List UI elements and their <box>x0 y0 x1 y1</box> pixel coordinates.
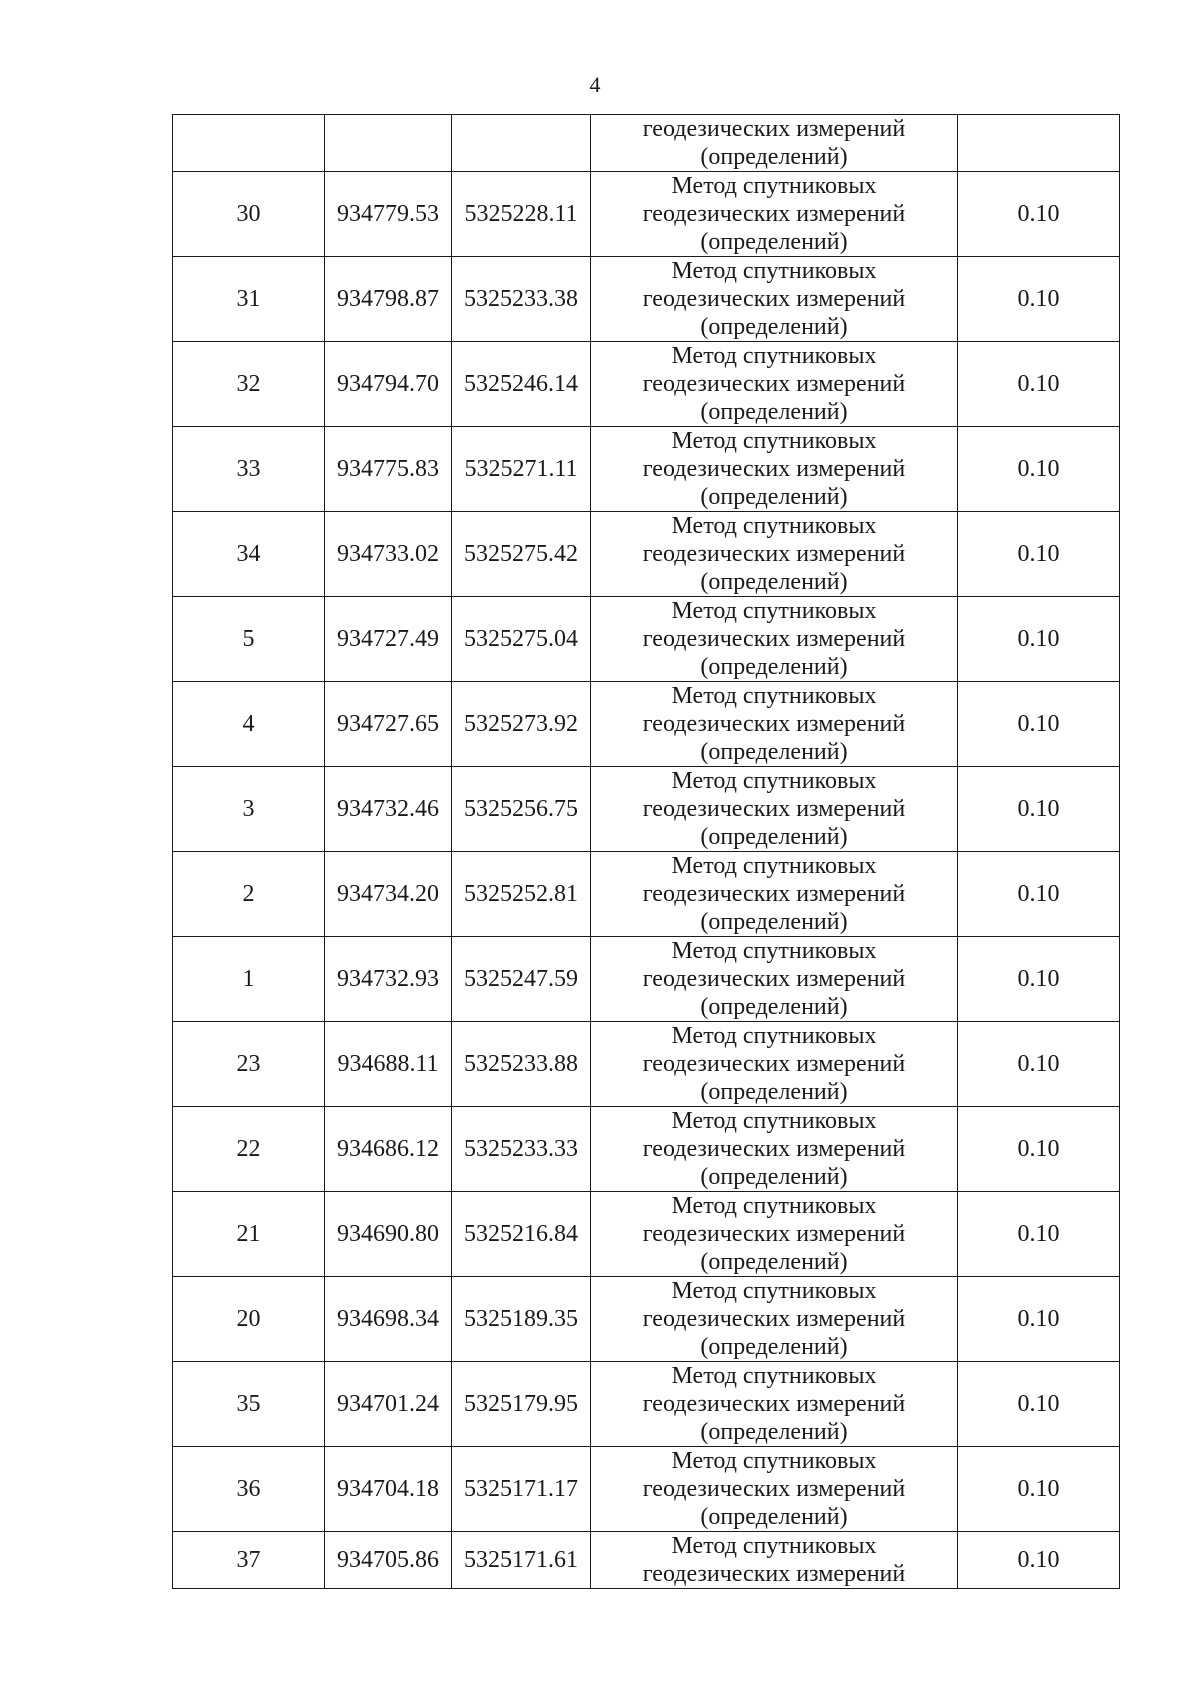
method-cell <box>591 427 958 512</box>
method-line: геодезических измерений <box>642 541 906 567</box>
x-cell: 934701.24 <box>325 1362 452 1447</box>
point-cell: 5 <box>173 597 325 682</box>
method-line: геодезических измерений <box>642 286 906 312</box>
accuracy-cell: 0.10 <box>958 257 1120 342</box>
method-cell <box>591 342 958 427</box>
method-line: (определений) <box>700 654 848 680</box>
method-cell <box>591 1362 958 1447</box>
method-line: геодезических измерений <box>642 1476 906 1502</box>
method-line: (определений) <box>700 1164 848 1190</box>
x-cell: 934733.02 <box>325 512 452 597</box>
accuracy-cell: 0.10 <box>958 1107 1120 1192</box>
method-line: (определений) <box>700 484 848 510</box>
method-line: (определений) <box>700 229 848 255</box>
method-line: геодезических измерений <box>642 116 906 142</box>
method-cell <box>591 937 958 1022</box>
method-line: геодезических измерений <box>642 1561 906 1587</box>
method-line: геодезических измерений <box>642 201 906 227</box>
y-cell: 5325271.11 <box>452 427 591 512</box>
y-cell: 5325228.11 <box>452 172 591 257</box>
point-cell: 30 <box>173 172 325 257</box>
method-cell <box>591 115 958 172</box>
point-cell: 35 <box>173 1362 325 1447</box>
method-line: геодезических измерений <box>642 711 906 737</box>
x-cell: 934686.12 <box>325 1107 452 1192</box>
method-line: геодезических измерений <box>642 1051 906 1077</box>
method-line: геодезических измерений <box>642 1391 906 1417</box>
method-line: геодезических измерений <box>642 881 906 907</box>
accuracy-cell: 0.10 <box>958 1532 1120 1589</box>
accuracy-cell: 0.10 <box>958 597 1120 682</box>
table-row <box>173 257 1120 342</box>
y-cell: 5325275.04 <box>452 597 591 682</box>
x-cell: 934734.20 <box>325 852 452 937</box>
method-line: (определений) <box>700 824 848 850</box>
method-cell <box>591 1192 958 1277</box>
table-row <box>173 597 1120 682</box>
method-line: геодезических измерений <box>642 626 906 652</box>
coordinates-table-body <box>173 115 1120 1589</box>
accuracy-cell: 0.10 <box>958 172 1120 257</box>
y-cell: 5325252.81 <box>452 852 591 937</box>
method-line: Метод спутниковых <box>671 683 877 709</box>
point-cell: 4 <box>173 682 325 767</box>
method-line: (определений) <box>700 399 848 425</box>
point-cell: 3 <box>173 767 325 852</box>
method-line: (определений) <box>700 1504 848 1530</box>
x-cell: 934704.18 <box>325 1447 452 1532</box>
table-row <box>173 342 1120 427</box>
method-line: Метод спутниковых <box>671 1363 877 1389</box>
accuracy-cell: 0.10 <box>958 1362 1120 1447</box>
y-cell: 5325171.17 <box>452 1447 591 1532</box>
table-row <box>173 1532 1120 1589</box>
method-cell <box>591 682 958 767</box>
method-cell <box>591 1022 958 1107</box>
method-line: Метод спутниковых <box>671 1533 877 1559</box>
method-line: Метод спутниковых <box>671 1448 877 1474</box>
method-line: (определений) <box>700 1249 848 1275</box>
method-line: Метод спутниковых <box>671 853 877 879</box>
point-cell: 2 <box>173 852 325 937</box>
y-cell: 5325233.38 <box>452 257 591 342</box>
x-cell: 934727.65 <box>325 682 452 767</box>
x-cell: 934732.46 <box>325 767 452 852</box>
method-line: (определений) <box>700 569 848 595</box>
method-cell <box>591 512 958 597</box>
y-cell: 5325179.95 <box>452 1362 591 1447</box>
method-cell <box>591 1107 958 1192</box>
accuracy-cell: 0.10 <box>958 1447 1120 1532</box>
point-cell <box>173 115 325 172</box>
method-line: геодезических измерений <box>642 1221 906 1247</box>
x-cell: 934794.70 <box>325 342 452 427</box>
accuracy-cell: 0.10 <box>958 427 1120 512</box>
x-cell: 934775.83 <box>325 427 452 512</box>
method-line: геодезических измерений <box>642 456 906 482</box>
point-cell: 22 <box>173 1107 325 1192</box>
x-cell: 934732.93 <box>325 937 452 1022</box>
method-line: геодезических измерений <box>642 1306 906 1332</box>
accuracy-cell: 0.10 <box>958 767 1120 852</box>
method-line: геодезических измерений <box>642 371 906 397</box>
accuracy-cell: 0.10 <box>958 342 1120 427</box>
accuracy-cell: 0.10 <box>958 1022 1120 1107</box>
method-line: (определений) <box>700 144 848 170</box>
method-cell <box>591 1277 958 1362</box>
table-row <box>173 1192 1120 1277</box>
method-line: (определений) <box>700 1419 848 1445</box>
x-cell: 934798.87 <box>325 257 452 342</box>
table-row <box>173 682 1120 767</box>
method-line: (определений) <box>700 909 848 935</box>
method-line: Метод спутниковых <box>671 343 877 369</box>
accuracy-cell: 0.10 <box>958 682 1120 767</box>
method-line: (определений) <box>700 994 848 1020</box>
point-cell: 33 <box>173 427 325 512</box>
table-row <box>173 767 1120 852</box>
method-line: (определений) <box>700 314 848 340</box>
y-cell: 5325247.59 <box>452 937 591 1022</box>
method-cell <box>591 597 958 682</box>
table-row <box>173 852 1120 937</box>
y-cell: 5325256.75 <box>452 767 591 852</box>
accuracy-cell: 0.10 <box>958 1277 1120 1362</box>
method-cell <box>591 257 958 342</box>
table-row <box>173 1362 1120 1447</box>
y-cell: 5325275.42 <box>452 512 591 597</box>
point-cell: 36 <box>173 1447 325 1532</box>
method-line: Метод спутниковых <box>671 1193 877 1219</box>
method-line: геодезических измерений <box>642 1136 906 1162</box>
table-row <box>173 937 1120 1022</box>
method-line: Метод спутниковых <box>671 173 877 199</box>
table-row <box>173 427 1120 512</box>
method-line: Метод спутниковых <box>671 1278 877 1304</box>
method-line: (определений) <box>700 1334 848 1360</box>
table-row <box>173 172 1120 257</box>
y-cell: 5325189.35 <box>452 1277 591 1362</box>
method-cell <box>591 1447 958 1532</box>
method-line: (определений) <box>700 1079 848 1105</box>
x-cell: 934779.53 <box>325 172 452 257</box>
table-row <box>173 1447 1120 1532</box>
accuracy-cell: 0.10 <box>958 937 1120 1022</box>
method-line: Метод спутниковых <box>671 258 877 284</box>
x-cell: 934705.86 <box>325 1532 452 1589</box>
point-cell: 1 <box>173 937 325 1022</box>
table-row <box>173 1022 1120 1107</box>
method-line: Метод спутниковых <box>671 768 877 794</box>
method-line: Метод спутниковых <box>671 513 877 539</box>
point-cell: 20 <box>173 1277 325 1362</box>
table-row <box>173 1107 1120 1192</box>
method-line: (определений) <box>700 739 848 765</box>
y-cell: 5325171.61 <box>452 1532 591 1589</box>
accuracy-cell: 0.10 <box>958 852 1120 937</box>
x-cell <box>325 115 452 172</box>
point-cell: 23 <box>173 1022 325 1107</box>
method-line: Метод спутниковых <box>671 598 877 624</box>
y-cell: 5325233.88 <box>452 1022 591 1107</box>
method-cell <box>591 852 958 937</box>
point-cell: 31 <box>173 257 325 342</box>
method-line: геодезических измерений <box>642 966 906 992</box>
point-cell: 34 <box>173 512 325 597</box>
method-line: геодезических измерений <box>642 796 906 822</box>
x-cell: 934688.11 <box>325 1022 452 1107</box>
coordinates-table <box>172 114 1120 1589</box>
accuracy-cell: 0.10 <box>958 512 1120 597</box>
table-row <box>173 1277 1120 1362</box>
y-cell: 5325246.14 <box>452 342 591 427</box>
continuation-row <box>173 115 1120 172</box>
point-cell: 37 <box>173 1532 325 1589</box>
method-line: Метод спутниковых <box>671 938 877 964</box>
method-cell <box>591 1532 958 1589</box>
x-cell: 934727.49 <box>325 597 452 682</box>
x-cell: 934698.34 <box>325 1277 452 1362</box>
method-line: Метод спутниковых <box>671 1023 877 1049</box>
table-row <box>173 512 1120 597</box>
accuracy-cell <box>958 115 1120 172</box>
method-cell <box>591 767 958 852</box>
method-line: Метод спутниковых <box>671 428 877 454</box>
method-cell <box>591 172 958 257</box>
point-cell: 21 <box>173 1192 325 1277</box>
x-cell: 934690.80 <box>325 1192 452 1277</box>
page-number: 4 <box>589 72 601 97</box>
y-cell <box>452 115 591 172</box>
method-line: Метод спутниковых <box>671 1108 877 1134</box>
accuracy-cell: 0.10 <box>958 1192 1120 1277</box>
point-cell: 32 <box>173 342 325 427</box>
y-cell: 5325273.92 <box>452 682 591 767</box>
y-cell: 5325233.33 <box>452 1107 591 1192</box>
y-cell: 5325216.84 <box>452 1192 591 1277</box>
